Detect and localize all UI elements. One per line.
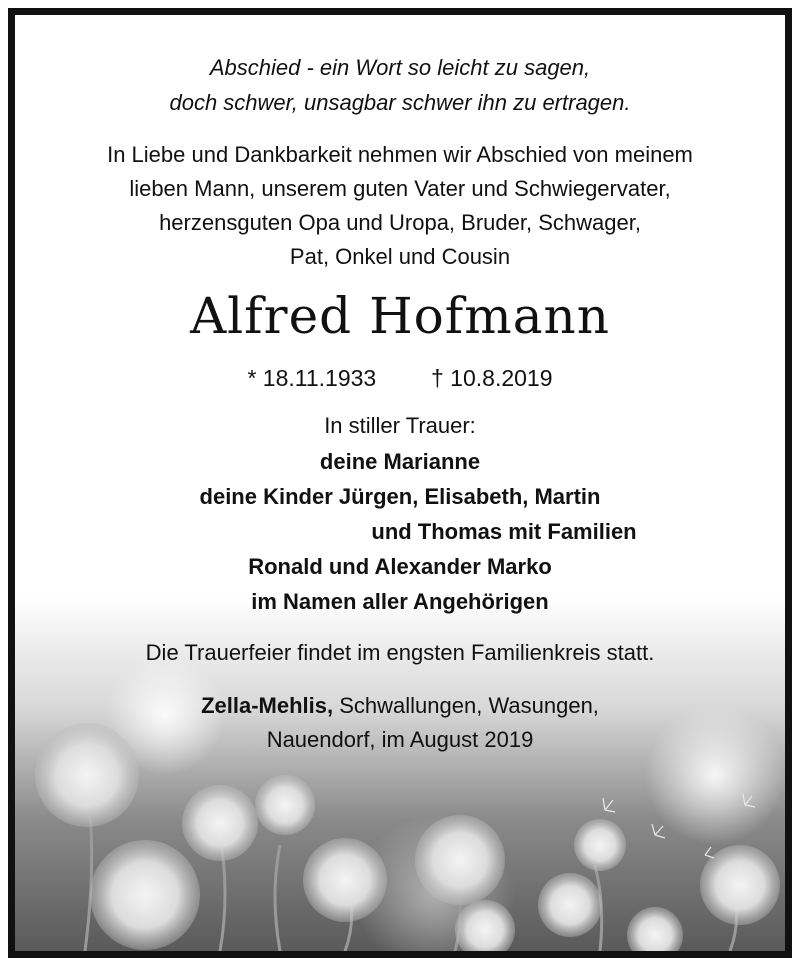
mourner-line-1: deine Marianne xyxy=(319,449,481,474)
places-line-2: Nauendorf, im August 2019 xyxy=(266,727,534,752)
poem-line-1: Abschied - ein Wort so leicht zu sagen, xyxy=(209,55,591,80)
places-line-1 xyxy=(15,693,785,719)
place-main: Zella-Mehlis, xyxy=(201,693,334,718)
mourner-line-5: im Namen aller Angehörigen xyxy=(251,589,549,614)
life-dates xyxy=(15,365,785,392)
intro-line-1: In Liebe und Dankbarkeit nehmen wir Abschied von meinem xyxy=(107,142,693,167)
intro-line-3: herzensguten Opa und Uropa, Bruder, Schwager, xyxy=(159,210,641,235)
death-date: † 10.8.2019 xyxy=(431,365,553,391)
birth-date: * 18.11.1933 xyxy=(247,365,377,391)
poem-line-2: doch schwer, unsagbar schwer ihn zu ertragen. xyxy=(169,90,631,115)
mourner-line-2: deine Kinder Jürgen, Elisabeth, Martin xyxy=(199,484,601,509)
obituary-frame xyxy=(8,8,792,958)
mourners-heading: In stiller Trauer: xyxy=(324,413,476,438)
place-others: Schwallungen, Wasungen, xyxy=(333,693,599,718)
intro-line-2: lieben Mann, unserem guten Vater und Schwiegervater, xyxy=(129,176,671,201)
intro-line-4: Pat, Onkel und Cousin xyxy=(289,244,511,269)
deceased-name: Alfred Hofmann xyxy=(190,287,610,345)
mourner-line-3: und Thomas mit Familien xyxy=(371,519,637,544)
mourner-line-4: Ronald und Alexander Marko xyxy=(248,554,552,579)
funeral-notice: Die Trauerfeier findet im engsten Familienkreis statt. xyxy=(145,640,655,665)
